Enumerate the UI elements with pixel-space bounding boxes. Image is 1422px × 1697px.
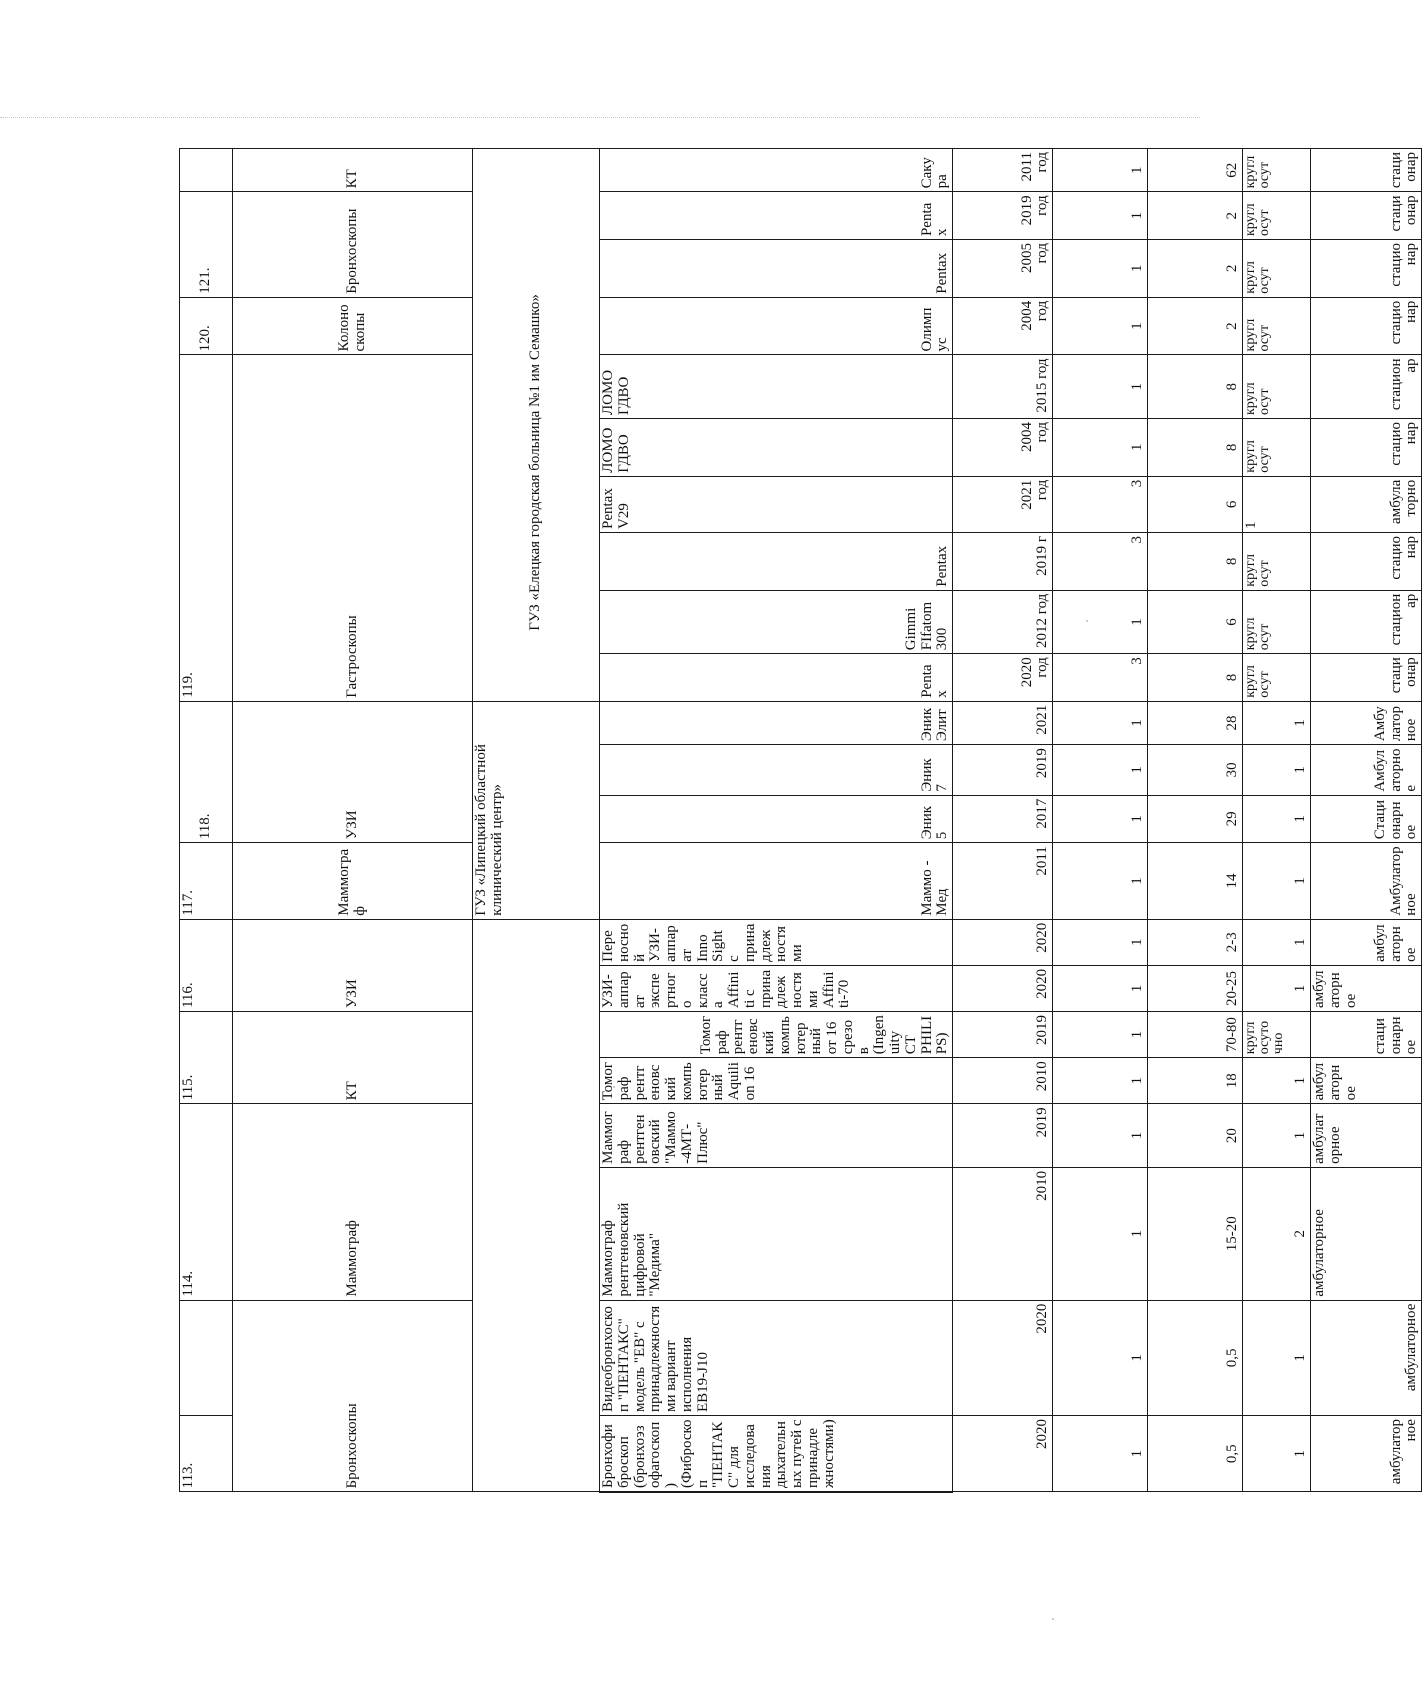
cell-load: 8 <box>1148 654 1243 702</box>
cell-model: Переносной УЗИ-аппарат Inno Sight с принадлежностями <box>600 919 953 965</box>
cell-year: 2012 год <box>953 590 1053 653</box>
cell-shifts: 1 <box>1243 1300 1311 1415</box>
cell-load: 6 <box>1148 590 1243 653</box>
cell-model: PentaxV29 <box>600 476 953 532</box>
cell-number: 119. <box>180 355 233 701</box>
cell-year: 2011 год <box>953 149 1053 192</box>
cell-year: 2019 <box>953 1104 1053 1168</box>
cell-mode: амбулаторное <box>1311 1167 1422 1300</box>
cell-load: 0,5 <box>1148 1416 1243 1492</box>
cell-type: Колоноскопы <box>233 297 473 355</box>
cell-quantity: 1 <box>1053 590 1148 653</box>
table-row-load <box>1148 149 1243 1493</box>
cell-mode: амбулаторно <box>1311 476 1422 532</box>
cell-year: 2019 год <box>953 192 1053 240</box>
cell-year: 2021 <box>953 701 1053 744</box>
cell-quantity: 1 <box>1053 745 1148 795</box>
cell-type: КТ <box>233 149 473 192</box>
cell-quantity: 1 <box>1053 843 1148 919</box>
cell-mode: Стационарное <box>1311 795 1422 843</box>
cell-type: Бронхоскопы <box>233 1300 473 1492</box>
cell-mode: стационар <box>1311 533 1422 591</box>
cell-type: Гастроскопы <box>233 355 473 701</box>
cell-load: 8 <box>1148 419 1243 477</box>
cell-shifts: кругл осут <box>1243 149 1311 192</box>
cell-load: 20 <box>1148 1104 1243 1168</box>
cell-load: 30 <box>1148 745 1243 795</box>
cell-quantity: 1 <box>1053 701 1148 744</box>
cell-mode: стационар <box>1311 355 1422 419</box>
cell-number: 116. <box>180 919 233 1011</box>
cell-year: 2019 <box>953 1012 1053 1058</box>
cell-year: 2010 <box>953 1167 1053 1300</box>
cell-model: Томограф рентгеновский компьютерный от 16 срезов (Ingenuity CT PHILIPS) <box>600 1012 953 1058</box>
cell-shifts: 1 <box>1243 965 1311 1011</box>
cell-load: 2 <box>1148 297 1243 355</box>
cell-model: Эник 7 <box>600 745 953 795</box>
cell-shifts: кругл осут <box>1243 419 1311 477</box>
table-row-mode <box>1311 149 1422 1493</box>
cell-number: 118. <box>180 701 233 842</box>
cell-model: Pentax <box>600 192 953 240</box>
cell-model: Маммограф рентгеновский "Маммо-4МТ-Плюс" <box>600 1104 953 1168</box>
cell-model: Бронхофиброскоп (бронхоэзофагоскоп) (Фиброскоп "ПЕНТАКС" для исследования дыхательных путей с принадлежностями) <box>600 1416 953 1492</box>
cell-org: ГУЗ «Липецкий областной клинический центр» <box>473 701 600 919</box>
cell-shifts: кругл осут <box>1243 654 1311 702</box>
cell-load: 20-25 <box>1148 965 1243 1011</box>
cell-quantity: 1 <box>1053 1416 1148 1492</box>
cell-quantity: 1 <box>1053 919 1148 965</box>
cell-year: 2004 год <box>953 297 1053 355</box>
cell-number <box>180 149 233 192</box>
cell-shifts: 1 <box>1243 1058 1311 1104</box>
cell-org: ГУЗ «Елецкая городская больница №1 им Семашко» <box>473 149 600 702</box>
cell-load: 14 <box>1148 843 1243 919</box>
cell-shifts: 1 <box>1243 795 1311 843</box>
cell-mode: Амбулаторное <box>1311 701 1422 744</box>
cell-shifts: 1 <box>1243 919 1311 965</box>
cell-number: 113. <box>180 1416 233 1492</box>
cell-type: Маммограф <box>233 843 473 919</box>
cell-year: 2020 <box>953 965 1053 1011</box>
cell-shifts: кругл осут <box>1243 355 1311 419</box>
cell-year: 2020 <box>953 1300 1053 1415</box>
table-row-shifts <box>1243 149 1311 1493</box>
cell-year: 2005 год <box>953 240 1053 298</box>
cell-model: ЛОМО ГДВО <box>600 419 953 477</box>
cell-model: УЗИ-аппарат экспертного класса Affiniti с принадлежностями Affiniti-70 <box>600 965 953 1011</box>
cell-mode: амбулаторное <box>1311 1058 1422 1104</box>
cell-quantity: 1 <box>1053 1167 1148 1300</box>
rotated-page <box>179 148 1420 1493</box>
cell-type: КТ <box>233 1012 473 1104</box>
cell-number: 117. <box>180 843 233 919</box>
cell-model: Маммограф рентгеновский цифровой "Медима" <box>600 1167 953 1300</box>
cell-number: 121. <box>180 192 233 297</box>
cell-year: 2017 <box>953 795 1053 843</box>
cell-load: 70-80 <box>1148 1012 1243 1058</box>
cell-mode: стационар <box>1311 297 1422 355</box>
cell-model: Маммо - Мед <box>600 843 953 919</box>
cell-mode: стационар <box>1311 590 1422 653</box>
cell-load: 18 <box>1148 1058 1243 1104</box>
table-row-number <box>180 149 233 1493</box>
cell-shifts: 2 <box>1243 1167 1311 1300</box>
cell-shifts: 1 <box>1243 843 1311 919</box>
cell-quantity: 1 <box>1053 240 1148 298</box>
cell-shifts: кругл осуто чно <box>1243 1012 1311 1058</box>
cell-type: УЗИ <box>233 701 473 842</box>
cell-model: ЛОМО ГДВО <box>600 355 953 419</box>
cell-load: 8 <box>1148 533 1243 591</box>
cell-model: Эник 5 <box>600 795 953 843</box>
cell-load: 2-3 <box>1148 919 1243 965</box>
cell-type: Маммограф <box>233 1104 473 1300</box>
cell-mode: амбулаторное <box>1311 919 1422 965</box>
cell-mode: стационар <box>1311 654 1422 702</box>
cell-shifts: кругл осут <box>1243 192 1311 240</box>
cell-model: Pentax <box>600 533 953 591</box>
cell-load: 6 <box>1148 476 1243 532</box>
cell-mode: амбулаторное <box>1311 1300 1422 1415</box>
cell-shifts: 1 <box>1243 701 1311 744</box>
cell-quantity: 1 <box>1053 355 1148 419</box>
cell-quantity: 1 <box>1053 192 1148 240</box>
cell-model: Олимпус <box>600 297 953 355</box>
cell-quantity: 1 <box>1053 297 1148 355</box>
cell-model: Эник Элит <box>600 701 953 744</box>
cell-mode: Амбулаторное <box>1311 745 1422 795</box>
cell-model: Видеобронхоскоп "ПЕНТАКС" модель "ЕВ" с принадлежностями вариант исполнения ЕВ19-J10 <box>600 1300 953 1415</box>
cell-year: 2019 г <box>953 533 1053 591</box>
cell-quantity: 1 <box>1053 419 1148 477</box>
cell-mode: стационар <box>1311 240 1422 298</box>
cell-year: 2011 <box>953 843 1053 919</box>
cell-quantity: 1 <box>1053 1300 1148 1415</box>
cell-number: 114. <box>180 1104 233 1300</box>
table-row-quantity <box>1053 149 1148 1493</box>
table-row-organization <box>473 149 600 1493</box>
cell-model: Pentax <box>600 654 953 702</box>
cell-shifts: кругл осут <box>1243 533 1311 591</box>
cell-shifts: кругл осут <box>1243 590 1311 653</box>
cell-quantity: 1 <box>1053 1058 1148 1104</box>
cell-quantity: 1 <box>1053 149 1148 192</box>
cell-mode: стационар <box>1311 192 1422 240</box>
cell-year: 2020 <box>953 919 1053 965</box>
cell-model: Томограф рентгеновский компьютерный Aquilion 16 <box>600 1058 953 1104</box>
cell-quantity: 3 <box>1053 533 1148 591</box>
cell-mode: амбулаторное <box>1311 1104 1422 1168</box>
cell-quantity: 1 <box>1053 1104 1148 1168</box>
cell-year: 2019 <box>953 745 1053 795</box>
scan-artifact-line <box>0 117 1200 118</box>
cell-type: Бронхоскопы <box>233 192 473 297</box>
cell-number <box>180 1300 233 1415</box>
cell-number: 120. <box>180 297 233 355</box>
cell-mode: амбулаторное <box>1311 965 1422 1011</box>
cell-shifts: 1 <box>1243 1416 1311 1492</box>
cell-year: 2020 <box>953 1416 1053 1492</box>
cell-shifts: кругл осут <box>1243 297 1311 355</box>
equipment-table <box>179 148 1422 1493</box>
cell-load: 15-20 <box>1148 1167 1243 1300</box>
cell-quantity: 3 <box>1053 654 1148 702</box>
cell-load: 8 <box>1148 355 1243 419</box>
cell-mode: стационар <box>1311 419 1422 477</box>
cell-quantity: 1 <box>1053 1012 1148 1058</box>
cell-model: Gimmi FIfatom 300 <box>600 590 953 653</box>
cell-quantity: 1 <box>1053 965 1148 1011</box>
cell-mode: Амбулаторное <box>1311 843 1422 919</box>
cell-year: 2015 год <box>953 355 1053 419</box>
cell-model: Сакура <box>600 149 953 192</box>
cell-year: 2010 <box>953 1058 1053 1104</box>
cell-quantity: 1 <box>1053 795 1148 843</box>
cell-year: 2004 год <box>953 419 1053 477</box>
table-row-year <box>953 149 1053 1493</box>
cell-model: Pentax <box>600 240 953 298</box>
table-row-model <box>600 149 953 1493</box>
cell-mode: стационар <box>1311 149 1422 192</box>
cell-load: 29 <box>1148 795 1243 843</box>
table-row-type <box>233 149 473 1493</box>
cell-shifts: 1 <box>1243 1104 1311 1168</box>
cell-load: 62 <box>1148 149 1243 192</box>
cell-org-empty <box>473 919 600 1492</box>
cell-type: УЗИ <box>233 919 473 1011</box>
cell-quantity: 3 <box>1053 476 1148 532</box>
cell-year: 2020 год <box>953 654 1053 702</box>
cell-load: 0,5 <box>1148 1300 1243 1415</box>
scan-speck <box>1052 1618 1054 1620</box>
cell-mode: стационарное <box>1311 1012 1422 1058</box>
cell-load: 2 <box>1148 192 1243 240</box>
cell-shifts: 1 <box>1243 476 1311 532</box>
cell-load: 28 <box>1148 701 1243 744</box>
cell-shifts: кругл осут <box>1243 240 1311 298</box>
cell-shifts: 1 <box>1243 745 1311 795</box>
cell-year: 2021 год <box>953 476 1053 532</box>
cell-mode: амбулаторное <box>1311 1416 1422 1492</box>
cell-number: 115. <box>180 1012 233 1104</box>
cell-load: 2 <box>1148 240 1243 298</box>
